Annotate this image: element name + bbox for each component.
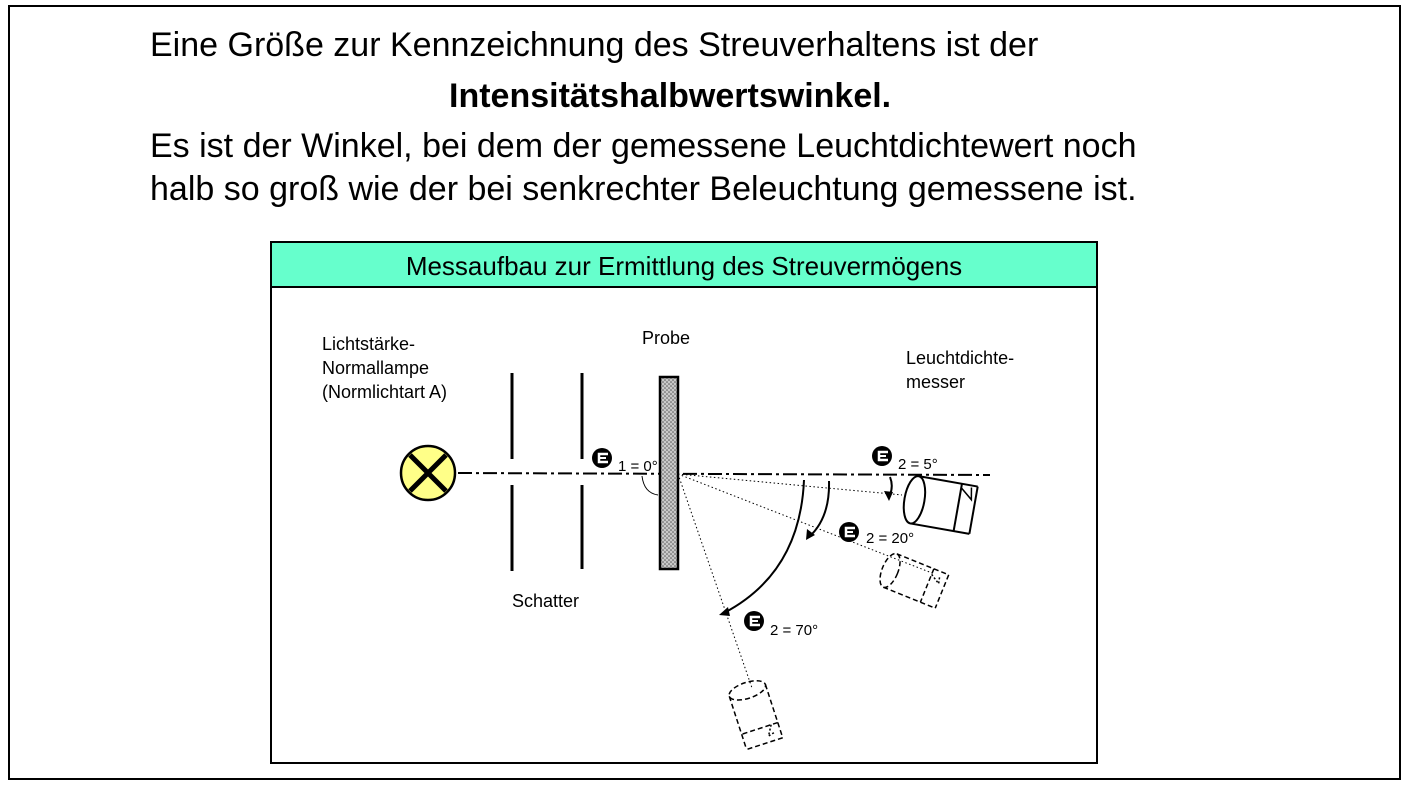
sample-label: Probe <box>642 328 691 348</box>
angle-label-70: 2 = 70° <box>770 622 819 639</box>
angle-label-20: 2 = 20° <box>866 530 915 547</box>
heading-line-4: halb so groß wie der bei senkrechter Beleuchtung gemessene ist. <box>150 170 1137 208</box>
sample-plate <box>660 377 678 569</box>
lamp-icon <box>401 446 455 500</box>
angle-5-symbol-icon <box>872 446 892 466</box>
heading-term: Intensitätshalbwertswinkel. <box>449 77 892 115</box>
angle-70-symbol-icon <box>744 611 764 631</box>
meter-position-20 <box>876 551 949 608</box>
lamp-label-line-1: Lichtstärke- <box>322 334 416 354</box>
shutter-plates <box>512 373 582 571</box>
angle-label-5: 2 = 5° <box>898 456 938 473</box>
incident-angle-symbol-icon <box>592 448 612 468</box>
meter-label-line-2: messer <box>906 372 966 392</box>
arrow-heads <box>719 491 893 616</box>
meter-position-70 <box>727 677 783 750</box>
diagram-panel <box>270 241 1098 764</box>
optical-axis <box>458 473 990 475</box>
shutter-label: Schatter <box>512 591 580 611</box>
meter-label-line-1: Leuchtdichte- <box>906 348 1015 368</box>
lamp-label-line-3: (Normlichtart A) <box>322 382 448 402</box>
diagram-title: Messaufbau zur Ermittlung des Streuvermögens <box>405 251 963 281</box>
heading-line-3: Es ist der Winkel, bei dem der gemessene Leuchtdichtewert noch <box>150 127 1137 165</box>
incident-angle-arc <box>642 476 658 495</box>
heading-line-1: Eine Größe zur Kennzeichnung des Streuverhaltens ist der <box>150 26 1039 64</box>
angle-20-symbol-icon <box>839 522 859 542</box>
measurement-setup-diagram <box>272 243 1096 762</box>
incident-angle-label: 1 = 0° <box>618 458 658 475</box>
lamp-label-line-2: Normallampe <box>322 358 430 378</box>
luminance-meter-icon <box>900 474 977 533</box>
